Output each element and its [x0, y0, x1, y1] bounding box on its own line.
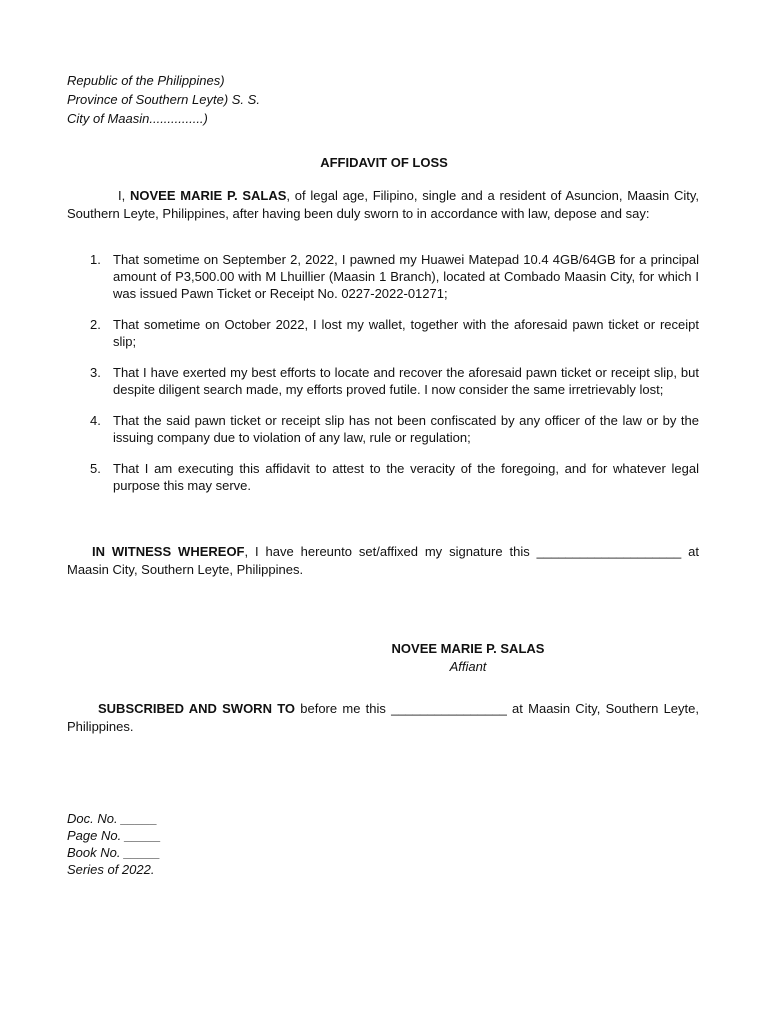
series-line: Series of 2022.	[67, 862, 155, 877]
intro-prefix: I,	[118, 188, 130, 203]
list-item-text: That the said pawn ticket or receipt slip has not been confiscated by any officer of the law or by the issuing company due to violation of any law, rule or regulation;	[113, 413, 699, 445]
list-item-number: 4.	[90, 413, 101, 428]
list-item-text: That I am executing this affidavit to attest to the veracity of the foregoing, and for whatever legal purpose this may serve.	[113, 461, 699, 493]
list-item-number: 1.	[90, 252, 101, 267]
affiant-name-inline: NOVEE MARIE P. SALAS	[130, 188, 287, 203]
venue-line-province: Province of Southern Leyte) S. S.	[67, 92, 260, 107]
list-item-text: That sometime on October 2022, I lost my wallet, together with the aforesaid pawn ticket or receipt slip;	[113, 317, 699, 349]
jurat-heading: SUBSCRIBED AND SWORN TO	[98, 701, 296, 716]
intro-text: , of legal age, Filipino, single and a resident of Asuncion, Maasin City, Southern Leyte, Philippines, after having been duly sworn to in accordance with law, depose and say:	[67, 188, 699, 221]
witness-paragraph	[67, 543, 699, 579]
intro-paragraph	[67, 187, 699, 223]
witness-text: , I have hereunto set/affixed my signature this ____________________ at Maasin City, Southern Leyte, Philippines.	[67, 544, 699, 577]
list-item-number: 5.	[90, 461, 101, 476]
venue-block	[67, 71, 260, 128]
list-item	[67, 364, 699, 398]
affiant-label: Affiant	[449, 659, 487, 674]
venue-line-city: City of Maasin...............)	[67, 111, 208, 126]
list-item-text: That I have exerted my best efforts to locate and recover the aforesaid pawn ticket or receipt slip, but despite diligent search made, my efforts proved futile. I now consider the same irretrievably lost;	[113, 365, 699, 397]
list-item-text: That sometime on September 2, 2022, I pawned my Huawei Matepad 10.4 4GB/64GB for a principal amount of P3,500.00 with M Lhuillier (Maasin 1 Branch), located at Combado Maasin City, for which I was issued Pawn Ticket or Receipt No. 0227-2022-01271;	[113, 252, 699, 301]
list-item-number: 2.	[90, 317, 101, 332]
notarial-register	[67, 810, 161, 878]
jurat-text: before me this ________________ at Maasin City, Southern Leyte, Philippines.	[67, 701, 699, 734]
document-title: AFFIDAVIT OF LOSS	[320, 155, 448, 170]
book-number-line: Book No. _____	[67, 845, 161, 860]
signature-block	[388, 640, 548, 676]
witness-heading: IN WITNESS WHEREOF	[92, 544, 245, 559]
affiant-name: NOVEE MARIE P. SALAS	[391, 641, 545, 656]
doc-number-line: Doc. No. _____	[67, 811, 158, 826]
list-item	[67, 412, 699, 446]
list-item	[67, 316, 699, 350]
list-item	[67, 460, 699, 494]
page-number-line: Page No. _____	[67, 828, 161, 843]
jurat-paragraph	[67, 700, 699, 736]
list-item-number: 3.	[90, 365, 101, 380]
venue-line-republic: Republic of the Philippines)	[67, 73, 225, 88]
list-item	[67, 251, 699, 302]
statement-list	[67, 251, 699, 508]
